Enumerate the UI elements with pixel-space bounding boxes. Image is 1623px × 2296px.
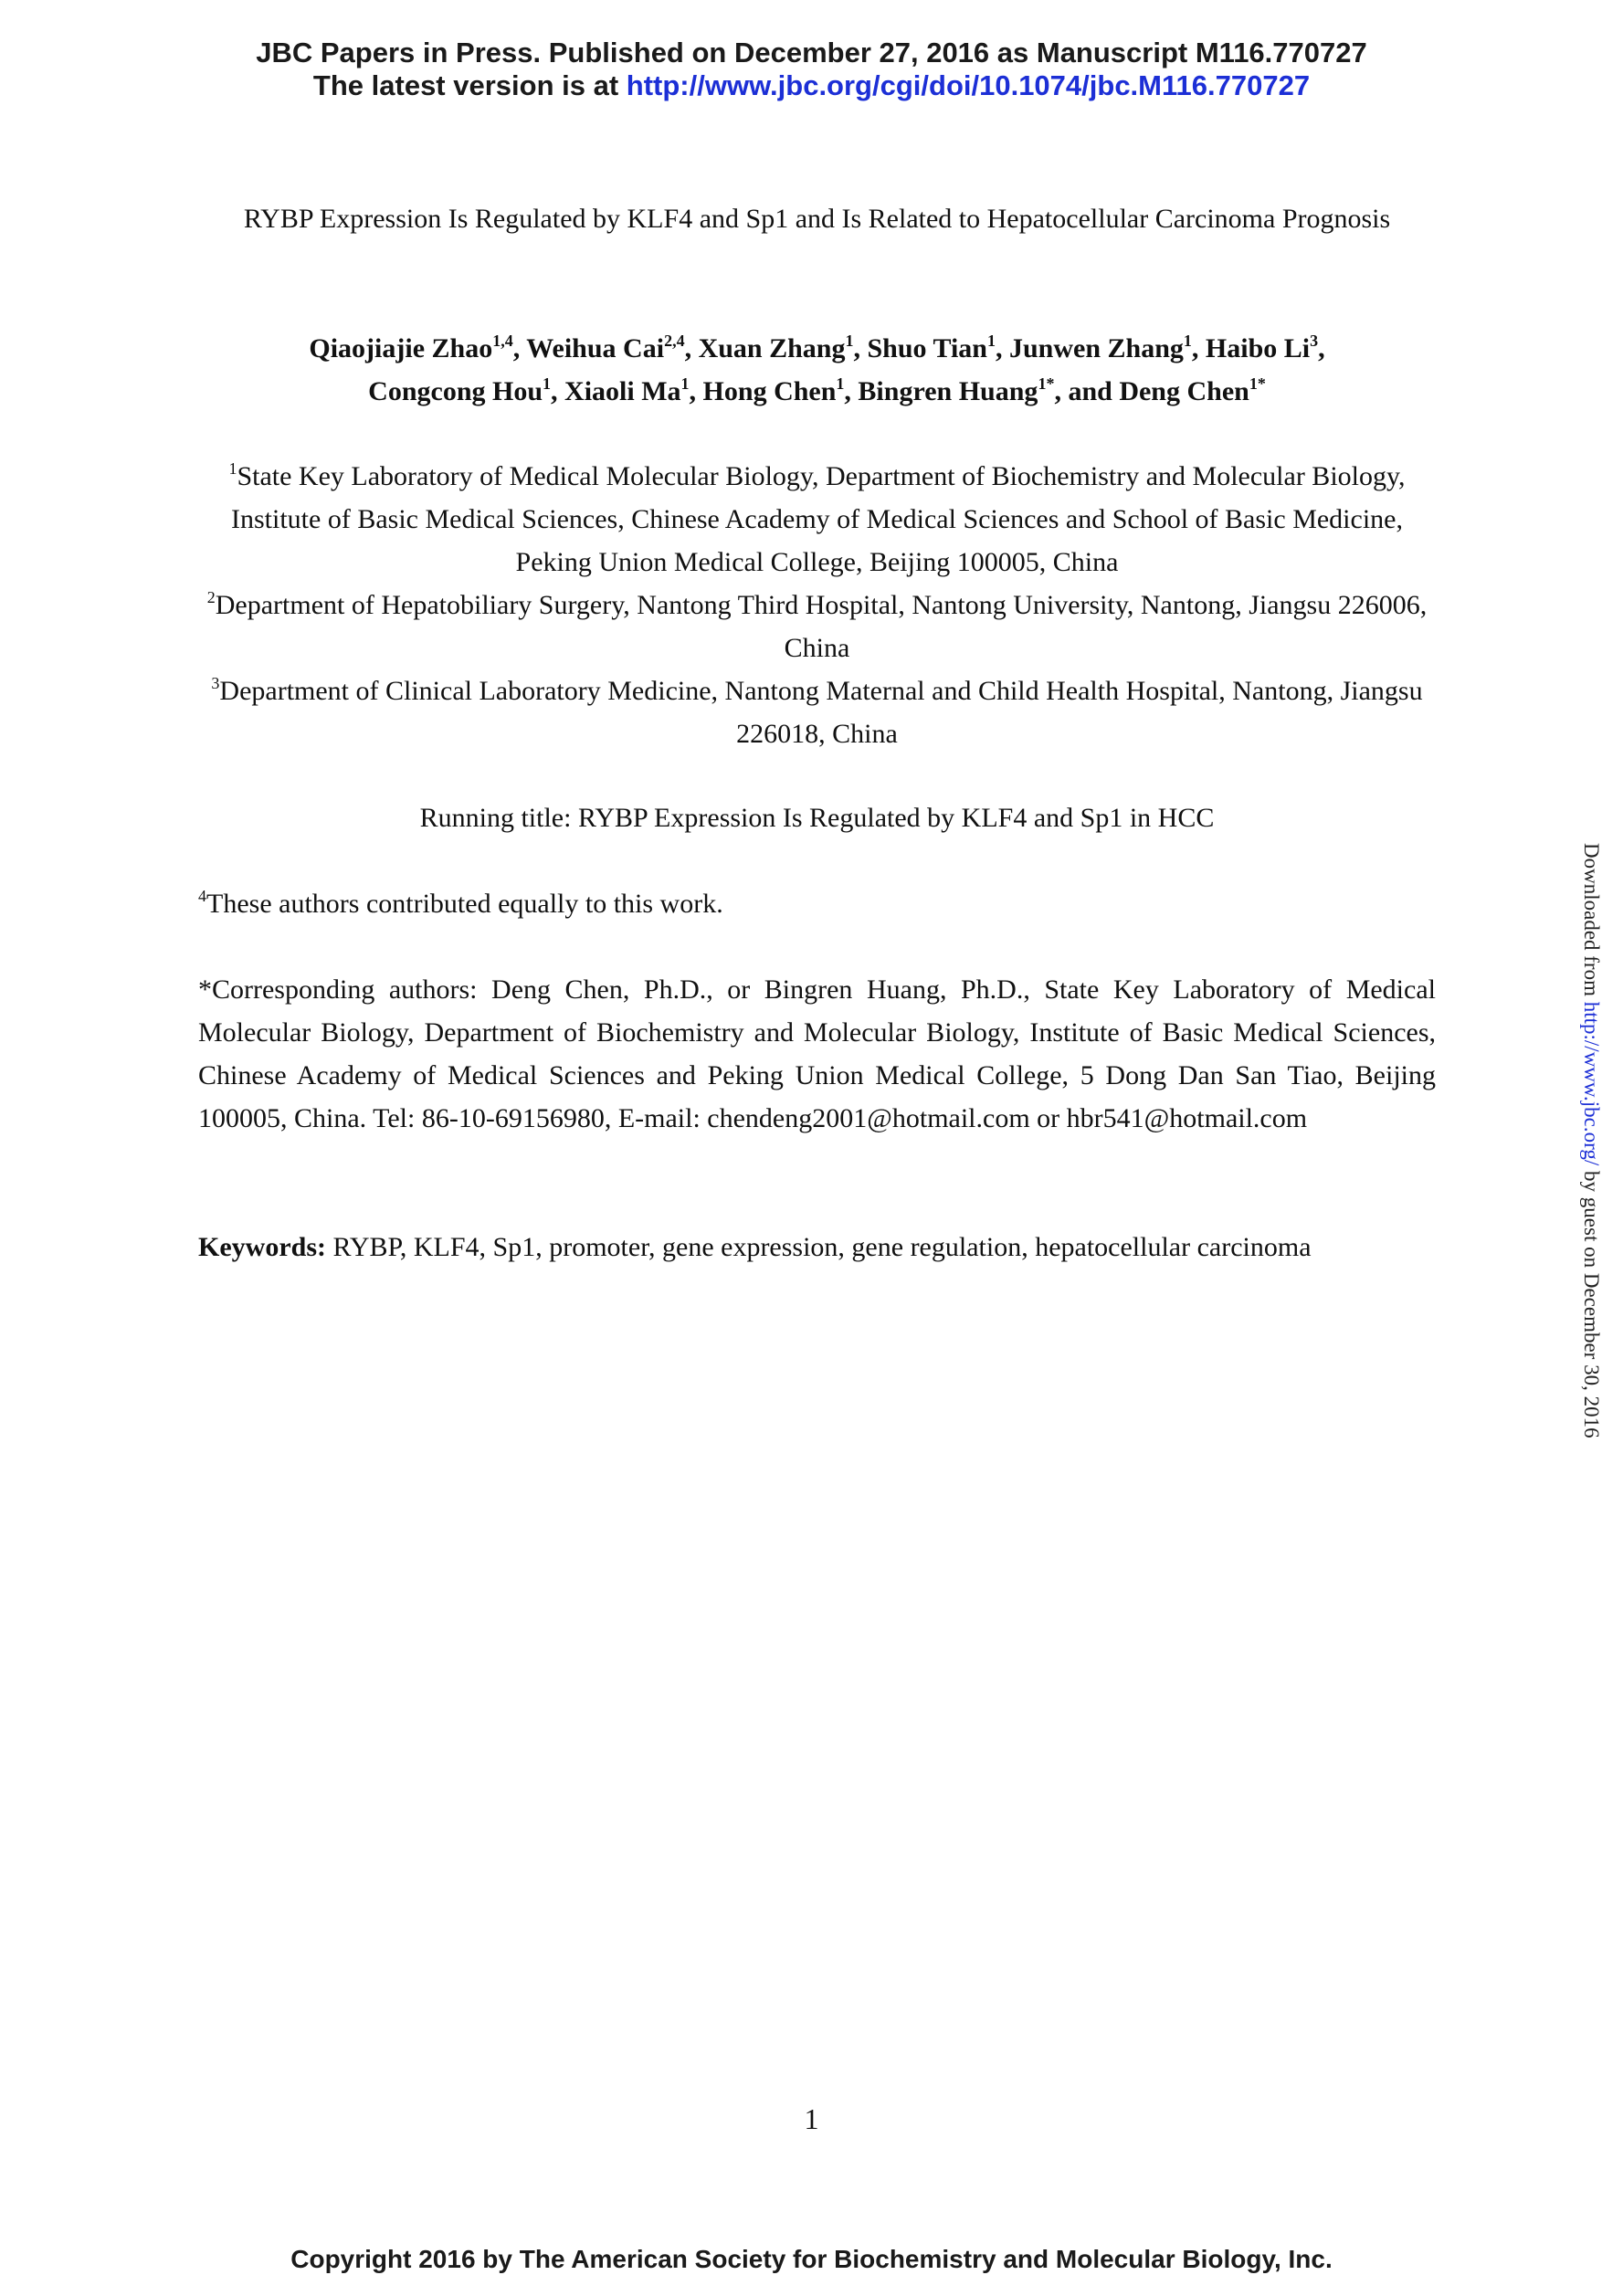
page-number: 1 [804,2102,819,2135]
author: Xuan Zhang$^1$, [698,332,868,363]
affiliation: $^2$Department of Hepatobiliary Surgery, Nantong Third Hospital, Nantong University, Nantong, Jiangsu 226006, China [206,588,1428,663]
jbc-site-link[interactable]: http://www.jbc.org/ [1580,1001,1603,1166]
running-title: Running title: RYBP Expression Is Regulated by KLF4 and Sp1 in HCC [419,803,1215,833]
author: Bingren Huang$^{1*}$, and [858,374,1120,406]
author-list [198,327,1436,413]
keywords-text: RYBP, KLF4, Sp1, promoter, gene expression, gene regulation, hepatocellular carcinoma [325,1232,1312,1262]
author: Weihua Cai$^{2,4}$, [526,332,699,363]
author: Shuo Tian$^1$, [867,332,1009,363]
author: Congcong Hou$^1$, [368,374,565,406]
keywords-label: Keywords: [198,1232,326,1262]
download-side-note: Downloaded from http://www.jbc.org/ by guest on December 30, 2016 [1580,843,1603,1438]
latest-version-label: The latest version is at [312,69,627,101]
author: Deng Chen$^{1*}$ [1119,374,1266,406]
contribution-note: $^4$These authors contributed equally to this work. [198,887,723,919]
publication-notice: JBC Papers in Press. Published on December 27, 2016 as Manuscript M116.770727 [256,37,1367,68]
latest-version-line [0,69,1623,102]
corresponding-authors: *Corresponding authors: Deng Chen, Ph.D., or Bingren Huang, Ph.D., State Key Laboratory of Medical Molecular Biology, Department of Biochemistry and Molecular Biology, Institute of Basic Medical Sciences, Chinese Academy of Medical Sciences and Peking Union Medical College, 5 Dong Dan San Tiao, Beijing 100005, China. Tel: 86-10-69156980, E-mail: chendeng2001@hotmail.com or hbr541@hotmail.com [198,974,1436,1133]
author: Hong Chen$^1$, [702,374,859,406]
author: Junwen Zhang$^1$, [1008,332,1206,363]
author: Qiaojiajie Zhao$^{1,4}$, [309,332,527,363]
affiliation: $^3$Department of Clinical Laboratory Medicine, Nantong Maternal and Child Health Hospital, Nantong, Jiangsu 226018, China [211,674,1423,749]
copyright-footer: Copyright 2016 by The American Society for Biochemistry and Molecular Biology, Inc. [290,2245,1333,2273]
affiliations [198,455,1436,755]
affiliation: $^1$State Key Laboratory of Medical Molecular Biology, Department of Biochemistry and Molecular Biology, Institute of Basic Medical Sciences, Chinese Academy of Medical Sciences and School of Basic Medicine, Peking Union Medical College, Beijing 100005, China [228,459,1406,577]
author: Xiaoli Ma$^1$, [564,374,703,406]
doi-link[interactable]: http://www.jbc.org/cgi/doi/10.1074/jbc.M116.770727 [626,69,1311,101]
journal-header [0,37,1623,102]
keywords [198,1226,1436,1269]
paper-title: RYBP Expression Is Regulated by KLF4 and Sp1 and Is Related to Hepatocellular Carcinoma Prognosis [243,204,1391,234]
author: Haibo Li$^3$, [1205,332,1325,363]
